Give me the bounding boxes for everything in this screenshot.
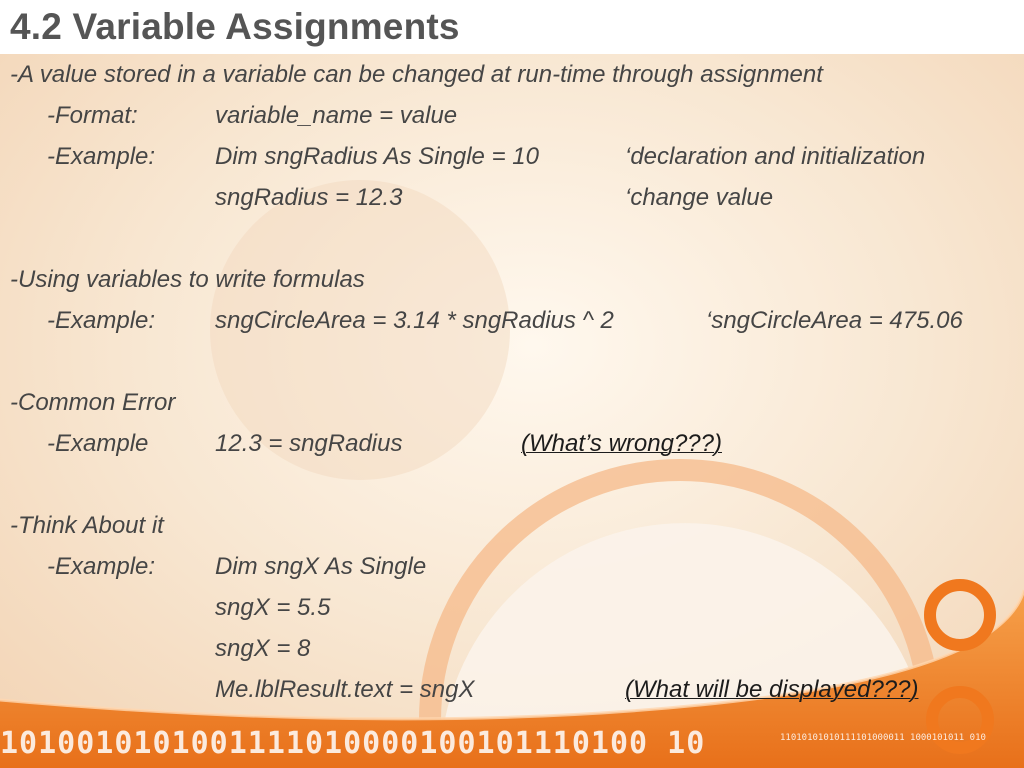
assignment-example-label: -Example: (47, 143, 156, 170)
slide-title: 4.2 Variable Assignments (10, 6, 460, 47)
think-code-4: Me.lblResult.text = sngX (215, 676, 475, 703)
common-error-heading: -Common Error (10, 389, 176, 416)
common-error-example-code: 12.3 = sngRadius (215, 430, 403, 457)
assignment-heading: -A value stored in a variable can be changed at run-time through assignment (10, 61, 823, 88)
format-label: -Format: (47, 102, 138, 129)
think-heading: -Think About it (10, 512, 164, 539)
binary-strip-small: 11010101010111101000011 1000101011 010 (780, 733, 986, 743)
formulas-heading: -Using variables to write formulas (10, 266, 365, 293)
format-value: variable_name = value (215, 102, 458, 129)
think-code-2: sngX = 5.5 (215, 594, 331, 621)
formulas-example-code: sngCircleArea = 3.14 * sngRadius ^ 2 (215, 307, 614, 334)
common-error-example-label: -Example (47, 430, 149, 457)
formulas-example-label: -Example: (47, 307, 156, 334)
binary-strip: 1010010101001111010000100101110100 10 (0, 726, 706, 761)
assignment-example-code-1: Dim sngRadius As Single = 10 (215, 143, 539, 170)
formulas-example-comment: ‘sngCircleArea = 475.06 (706, 307, 963, 334)
assignment-example-comment-1: ‘declaration and initialization (625, 143, 926, 170)
think-example-label: -Example: (47, 553, 156, 580)
think-code-1: Dim sngX As Single (215, 553, 427, 580)
assignment-example-code-2: sngRadius = 12.3 (215, 184, 403, 211)
common-error-callout: (What’s wrong???) (521, 430, 722, 457)
assignment-example-comment-2: ‘change value (625, 184, 774, 211)
think-code-3: sngX = 8 (215, 635, 311, 662)
think-callout: (What will be displayed???) (625, 676, 919, 703)
